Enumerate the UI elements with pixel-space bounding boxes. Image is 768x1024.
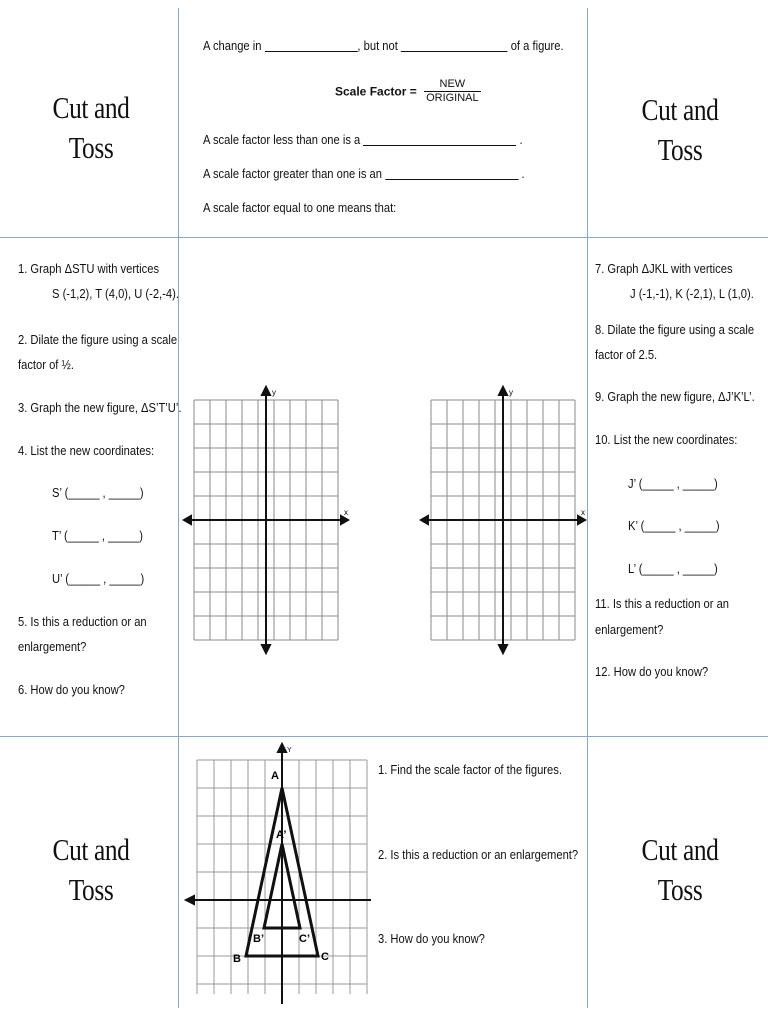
bottom-q3: 3. How do you know?: [378, 931, 485, 946]
cut-and-toss-line1: Cut and: [52, 832, 130, 867]
coordinate-grid-right[interactable]: [421, 385, 591, 660]
scale-factor-formula: [335, 78, 481, 105]
vertex-c-label: C: [321, 951, 329, 963]
right-q7-line2: J (-1,-1), K (-2,1), L (1,0).: [630, 286, 754, 301]
fraction-denominator: ORIGINAL: [426, 92, 479, 104]
row-divider-bottom: [0, 736, 768, 737]
right-coord-j-prime[interactable]: J’ (_____ , _____): [628, 476, 718, 491]
axes: [421, 387, 585, 653]
y-axis-label: y: [509, 388, 513, 397]
cut-and-toss-line2: Toss: [657, 872, 703, 907]
definition-greater-than-one: A scale factor greater than one is an .: [203, 166, 525, 181]
cut-and-toss-top-right: [610, 90, 749, 170]
left-q5-line2: enlargement?: [18, 639, 87, 654]
right-q10: 10. List the new coordinates:: [595, 432, 738, 447]
vertex-b-label: B: [233, 953, 241, 965]
cut-and-toss-line1: Cut and: [641, 92, 719, 127]
bottom-q2: 2. Is this a reduction or an enlargement?: [378, 847, 579, 862]
cut-and-toss-line1: Cut and: [641, 832, 719, 867]
left-q5-line1: 5. Is this a reduction or an: [18, 614, 147, 629]
right-q7-line1: 7. Graph ΔJKL with vertices: [595, 261, 733, 276]
definition-change: A change in , but not of a figure.: [203, 38, 564, 53]
right-coord-l-prime[interactable]: L’ (_____ , _____): [628, 561, 718, 576]
left-q1-line2: S (-1,2), T (4,0), U (-2,-4).: [52, 286, 179, 301]
figure-y-axis-label: Y: [287, 747, 292, 754]
row-divider-top: [0, 237, 768, 238]
cut-and-toss-top-left: [21, 88, 160, 168]
cut-and-toss-bottom-right: [610, 830, 749, 910]
blank-not[interactable]: [401, 39, 508, 52]
blank-change[interactable]: [265, 39, 358, 52]
column-divider-left: [178, 8, 179, 1008]
right-coord-k-prime[interactable]: K’ (_____ , _____): [628, 518, 720, 533]
cut-and-toss-line2: Toss: [657, 132, 703, 167]
right-q8-line1: 8. Dilate the figure using a scale: [595, 322, 755, 337]
left-q1-line1: 1. Graph ΔSTU with vertices: [18, 261, 160, 276]
vertex-a-label: A: [271, 770, 279, 782]
blank-greater-than-one[interactable]: [385, 167, 518, 180]
x-axis-label: x: [344, 508, 348, 517]
right-q12: 12. How do you know?: [595, 664, 709, 679]
coordinate-grid-left[interactable]: [184, 385, 354, 660]
vertex-a-prime-label: A’: [276, 829, 287, 841]
cut-and-toss-bottom-left: [21, 830, 160, 910]
definition-equal-to-one: A scale factor equal to one means that:: [203, 200, 397, 215]
definition-less-than-one: A scale factor less than one is a .: [203, 132, 523, 147]
right-q11-line1: 11. Is this a reduction or an: [595, 596, 730, 611]
blank-less-than-one[interactable]: [363, 133, 516, 146]
left-coord-u-prime[interactable]: U’ (_____ , _____): [52, 571, 145, 586]
vertex-b-prime-label: B’: [253, 933, 264, 945]
fraction-numerator: NEW: [424, 78, 481, 92]
left-coord-s-prime[interactable]: S’ (_____ , _____): [52, 485, 144, 500]
x-axis-label: x: [581, 508, 585, 517]
scale-factor-fraction: [424, 78, 481, 105]
left-q6: 6. How do you know?: [18, 682, 125, 697]
left-q2-line1: 2. Dilate the figure using a scale: [18, 332, 178, 347]
cut-and-toss-line1: Cut and: [52, 90, 130, 125]
bottom-q1: 1. Find the scale factor of the figures.: [378, 762, 562, 777]
vertex-c-prime-label: C’: [299, 933, 310, 945]
scale-factor-label: Scale Factor =: [335, 84, 417, 99]
left-q2-line2: factor of ½.: [18, 357, 74, 372]
axes: [184, 387, 348, 653]
left-q3: 3. Graph the new figure, ΔS’T’U’.: [18, 400, 182, 415]
cut-and-toss-line2: Toss: [68, 872, 114, 907]
cut-and-toss-line2: Toss: [68, 130, 114, 165]
right-q11-line2: enlargement?: [595, 622, 664, 637]
y-axis-label: y: [272, 388, 276, 397]
right-q9: 9. Graph the new figure, ΔJ’K’L’.: [595, 389, 755, 404]
left-coord-t-prime[interactable]: T’ (_____ , _____): [52, 528, 143, 543]
triangle-dilation-figure: [185, 742, 375, 1007]
left-q4: 4. List the new coordinates:: [18, 443, 155, 458]
right-q8-line2: factor of 2.5.: [595, 347, 658, 362]
